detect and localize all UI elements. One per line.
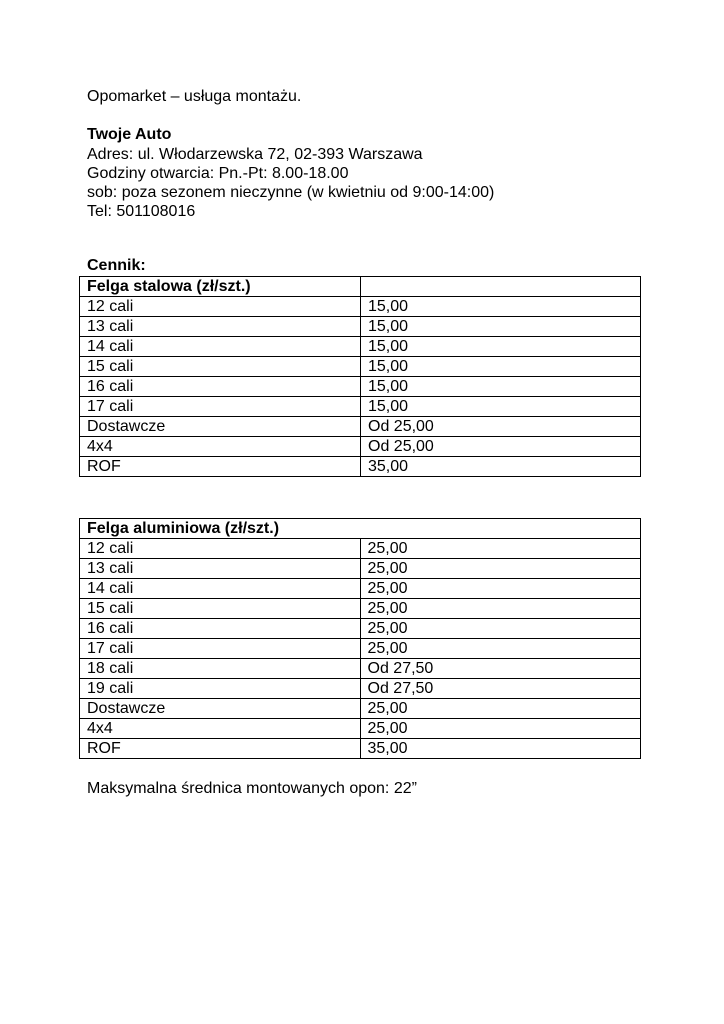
price-cell: 15,00 — [361, 357, 641, 377]
price-cell: 25,00 — [360, 619, 641, 639]
aluminium-rim-price-table — [79, 518, 641, 759]
price-cell: 35,00 — [361, 457, 641, 477]
size-cell: 13 cali — [80, 559, 361, 579]
price-cell: 25,00 — [360, 699, 641, 719]
size-cell: 16 cali — [80, 377, 361, 397]
table-row — [80, 639, 641, 659]
table-row — [80, 699, 641, 719]
company-saturday-hours: sob: poza sezonem nieczynne (w kwietniu od 9:00-14:00) — [87, 184, 495, 201]
size-cell: 4x4 — [80, 719, 361, 739]
company-name: Twoje Auto — [87, 126, 172, 143]
table-row — [80, 417, 641, 437]
table-row — [80, 559, 641, 579]
price-cell: 25,00 — [360, 719, 641, 739]
size-cell: 15 cali — [80, 599, 361, 619]
price-cell: 15,00 — [361, 317, 641, 337]
size-cell: 17 cali — [80, 639, 361, 659]
size-cell: 12 cali — [80, 297, 361, 317]
price-cell: 25,00 — [360, 579, 641, 599]
size-cell: 17 cali — [80, 397, 361, 417]
price-cell: 35,00 — [360, 739, 641, 759]
price-cell: 25,00 — [360, 539, 641, 559]
size-cell: 16 cali — [80, 619, 361, 639]
size-cell: ROF — [80, 457, 361, 477]
price-cell: Od 27,50 — [360, 659, 641, 679]
price-cell: Od 25,00 — [361, 417, 641, 437]
company-address: Adres: ul. Włodarzewska 72, 02-393 Warszawa — [87, 146, 423, 163]
size-cell: 4x4 — [80, 437, 361, 457]
table-row — [80, 297, 641, 317]
size-cell: 18 cali — [80, 659, 361, 679]
price-cell: 15,00 — [361, 337, 641, 357]
table-row — [80, 619, 641, 639]
price-cell: Od 25,00 — [361, 437, 641, 457]
steel-rim-price-table — [79, 276, 641, 477]
table-row — [80, 437, 641, 457]
table-row — [80, 457, 641, 477]
size-cell: 14 cali — [80, 579, 361, 599]
table-row — [80, 357, 641, 377]
table-row — [80, 317, 641, 337]
size-cell: ROF — [80, 739, 361, 759]
intro-text: Opomarket – usługa montażu. — [87, 88, 302, 105]
price-cell: 15,00 — [361, 397, 641, 417]
table-row — [80, 397, 641, 417]
max-tire-diameter-note: Maksymalna średnica montowanych opon: 22” — [87, 780, 417, 797]
size-cell: Dostawcze — [80, 417, 361, 437]
table-header-row — [80, 519, 641, 539]
size-cell: 19 cali — [80, 679, 361, 699]
price-cell: 25,00 — [360, 599, 641, 619]
pricelist-heading: Cennik: — [87, 257, 146, 274]
steel-table-header-empty-cell — [361, 277, 641, 297]
company-phone: Tel: 501108016 — [87, 203, 196, 220]
price-cell: 25,00 — [360, 639, 641, 659]
table-header-row — [80, 277, 641, 297]
size-cell: 14 cali — [80, 337, 361, 357]
table-row — [80, 599, 641, 619]
size-cell: Dostawcze — [80, 699, 361, 719]
steel-table-header: Felga stalowa (zł/szt.) — [80, 277, 361, 297]
table-row — [80, 739, 641, 759]
price-cell: 15,00 — [361, 377, 641, 397]
price-cell: 15,00 — [361, 297, 641, 317]
size-cell: 15 cali — [80, 357, 361, 377]
table-row — [80, 539, 641, 559]
table-row — [80, 377, 641, 397]
size-cell: 13 cali — [80, 317, 361, 337]
size-cell: 12 cali — [80, 539, 361, 559]
price-cell: Od 27,50 — [360, 679, 641, 699]
table-row — [80, 679, 641, 699]
table-row — [80, 719, 641, 739]
alu-table-header: Felga aluminiowa (zł/szt.) — [80, 519, 641, 539]
table-row — [80, 579, 641, 599]
price-cell: 25,00 — [360, 559, 641, 579]
table-row — [80, 659, 641, 679]
company-hours: Godziny otwarcia: Pn.-Pt: 8.00-18.00 — [87, 165, 349, 182]
table-row — [80, 337, 641, 357]
